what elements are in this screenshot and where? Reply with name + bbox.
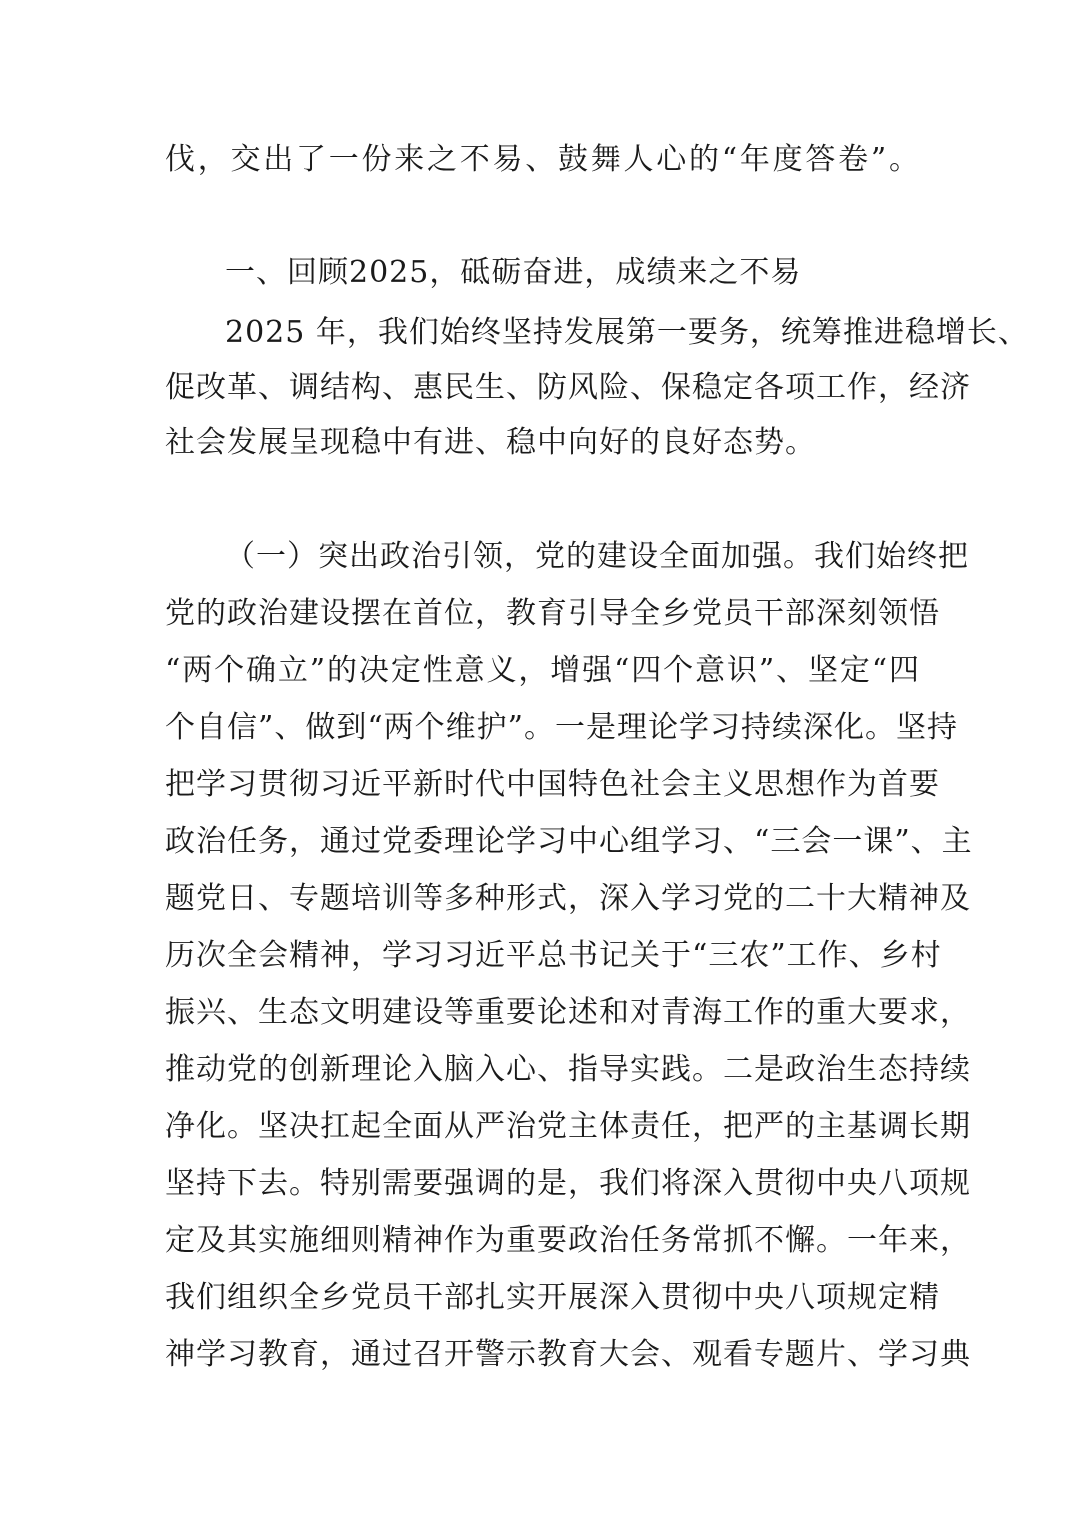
subsection-line-8: 历次全会精神，学习习近平总书记关于“三农”工作、乡村 (165, 938, 942, 973)
section-heading: 一、回顾2025，砥砺奋进，成绩来之不易 (225, 255, 802, 290)
overview-line-1: 2025 年，我们始终坚持发展第一要务，统筹推进稳增长、 (225, 315, 1029, 350)
subsection-line-15: 神学习教育，通过召开警示教育大会、观看专题片、学习典 (165, 1337, 971, 1372)
overview-line-2: 促改革、调结构、惠民生、防风险、保稳定各项工作，经济 (165, 370, 971, 405)
subsection-line-11: 净化。坚决扛起全面从严治党主体责任，把严的主基调长期 (165, 1109, 971, 1144)
subsection-line-13: 定及其实施细则精神作为重要政治任务常抓不懈。一年来， (165, 1223, 971, 1258)
subsection-line-2: 党的政治建设摆在首位，教育引导全乡党员干部深刻领悟 (165, 596, 940, 631)
subsection-line-5: 把学习贯彻习近平新时代中国特色社会主义思想作为首要 (165, 767, 940, 802)
subsection-line-3: “两个确立”的决定性意义，增强“四个意识”、坚定“四 (165, 653, 920, 688)
subsection-line-7: 题党日、专题培训等多种形式，深入学习党的二十大精神及 (165, 881, 971, 916)
subsection-line-10: 推动党的创新理论入脑入心、指导实践。二是政治生态持续 (165, 1052, 971, 1087)
subsection-line-4: 个自信”、做到“两个维护”。一是理论学习持续深化。坚持 (165, 710, 959, 745)
overview-line-3: 社会发展呈现稳中有进、稳中向好的良好态势。 (165, 425, 816, 460)
subsection-line-12: 坚持下去。特别需要强调的是，我们将深入贯彻中央八项规 (165, 1166, 971, 1201)
subsection-line-1: （一）突出政治引领，党的建设全面加强。我们始终把 (225, 539, 969, 574)
subsection-line-9: 振兴、生态文明建设等重要论述和对青海工作的重大要求， (165, 995, 971, 1030)
subsection-line-14: 我们组织全乡党员干部扎实开展深入贯彻中央八项规定精 (165, 1280, 940, 1315)
paragraph-intro-tail: 伐，交出了一份来之不易、鼓舞人心的“年度答卷”。 (165, 142, 920, 177)
subsection-line-6: 政治任务，通过党委理论学习中心组学习、“三会一课”、主 (165, 824, 973, 859)
